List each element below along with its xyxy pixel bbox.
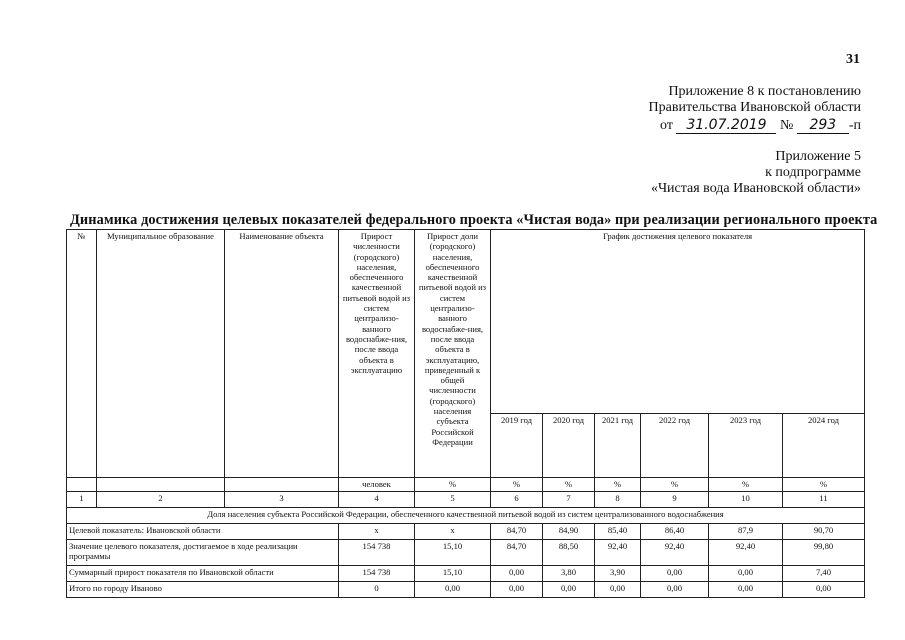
- cell-population: 154 738: [339, 540, 415, 566]
- cell-2021: 0,00: [595, 582, 641, 598]
- cell-2022: 92,40: [641, 540, 709, 566]
- row-label: Значение целевого показателя, достигаемое в ходе реализации программы: [67, 540, 339, 566]
- page-number: 31: [846, 52, 860, 67]
- cell-share: 15,10: [415, 566, 491, 582]
- year-2021: 2021 год: [595, 414, 641, 478]
- appendix-5-line2: к подпрограмме: [765, 165, 861, 180]
- cell-share: x: [415, 524, 491, 540]
- table-row: [67, 524, 865, 540]
- cell-2024: 99,80: [783, 540, 865, 566]
- appendix-8-line2: Правительства Ивановской области: [648, 100, 861, 115]
- appendix-5-header: [651, 149, 861, 197]
- unit-cell: %: [491, 478, 543, 492]
- cell-2019: 0,00: [491, 582, 543, 598]
- col-number: 6: [491, 492, 543, 508]
- unit-cell: человек: [339, 478, 415, 492]
- cell-2022: 0,00: [641, 582, 709, 598]
- row-label: Итого по городу Иваново: [67, 582, 339, 598]
- header-row: [67, 230, 865, 414]
- col-number: 4: [339, 492, 415, 508]
- cell-2020: 0,00: [543, 582, 595, 598]
- cell-2020: 88,50: [543, 540, 595, 566]
- handwritten-number: 293: [797, 117, 849, 134]
- units-row: [67, 478, 865, 492]
- header-object-name: Наименование объекта: [225, 230, 339, 478]
- cell-2021: 92,40: [595, 540, 641, 566]
- number-suffix: -п: [848, 118, 861, 133]
- appendix-5-line1: Приложение 5: [775, 149, 861, 164]
- unit-cell: %: [415, 478, 491, 492]
- table-row: [67, 566, 865, 582]
- cell-2023: 87,9: [709, 524, 783, 540]
- document-title: Динамика достижения целевых показателей федерального проекта «Чистая вода» при реализации регионального проекта: [70, 212, 878, 228]
- table-row: [67, 582, 865, 598]
- col-number: 7: [543, 492, 595, 508]
- table-row: [67, 540, 865, 566]
- cell-2023: 0,00: [709, 582, 783, 598]
- cell-population: 154 738: [339, 566, 415, 582]
- col-number: 2: [97, 492, 225, 508]
- appendix-8-header: [649, 84, 861, 134]
- appendix-5-line3: «Чистая вода Ивановской области»: [650, 181, 861, 196]
- cell-2019: 0,00: [491, 566, 543, 582]
- cell-2020: 3,80: [543, 566, 595, 582]
- cell-2019: 84,70: [491, 540, 543, 566]
- header-municipality: Муниципальное образование: [97, 230, 225, 478]
- number-prefix: №: [779, 118, 794, 133]
- col-number: 9: [641, 492, 709, 508]
- header-growth-share: Прирост доли (городского) населения, обеспеченного качественной питьевой водой из систем централизо-ванного водоснабже-ния, после ввода объекта в эксплуатацию, приведенный к общей численности (городского) населения субъекта Российской Федерации: [415, 230, 491, 478]
- appendix-8-date-line: [660, 117, 861, 134]
- section-title: Доля населения субъекта Российской Федерации, обеспеченного качественной питьевой водой из систем централизованного водоснабжения: [67, 508, 865, 524]
- cell-2024: 90,70: [783, 524, 865, 540]
- date-prefix: от: [660, 118, 673, 133]
- cell-2021: 3,90: [595, 566, 641, 582]
- year-2020: 2020 год: [543, 414, 595, 478]
- cell-share: 15,10: [415, 540, 491, 566]
- unit-cell: %: [709, 478, 783, 492]
- unit-cell: %: [783, 478, 865, 492]
- unit-cell: %: [641, 478, 709, 492]
- year-2019: 2019 год: [491, 414, 543, 478]
- column-numbers-row: [67, 492, 865, 508]
- unit-cell: %: [543, 478, 595, 492]
- indicators-table: [66, 229, 865, 598]
- cell-2020: 84,90: [543, 524, 595, 540]
- header-num: №: [67, 230, 97, 478]
- row-label: Целевой показатель: Ивановской области: [67, 524, 339, 540]
- col-number: 8: [595, 492, 641, 508]
- handwritten-date: 31.07.2019: [676, 117, 776, 134]
- cell-population: x: [339, 524, 415, 540]
- cell-population: 0: [339, 582, 415, 598]
- cell-2024: 7,40: [783, 566, 865, 582]
- col-number: 3: [225, 492, 339, 508]
- year-2022: 2022 год: [641, 414, 709, 478]
- col-number: 11: [783, 492, 865, 508]
- cell-2023: 0,00: [709, 566, 783, 582]
- year-2023: 2023 год: [709, 414, 783, 478]
- cell-2022: 86,40: [641, 524, 709, 540]
- col-number: 10: [709, 492, 783, 508]
- col-number: 5: [415, 492, 491, 508]
- row-label: Суммарный прирост показателя по Ивановской области: [67, 566, 339, 582]
- cell-2022: 0,00: [641, 566, 709, 582]
- header-schedule: График достижения целевого показателя: [491, 230, 865, 414]
- cell-2021: 85,40: [595, 524, 641, 540]
- cell-share: 0,00: [415, 582, 491, 598]
- cell-2019: 84,70: [491, 524, 543, 540]
- appendix-8-line1: Приложение 8 к постановлению: [668, 84, 861, 99]
- section-row: [67, 508, 865, 524]
- cell-2024: 0,00: [783, 582, 865, 598]
- header-growth-population: Прирост численности (городского) населения, обеспеченного качественной питьевой водой из систем централизо-ванного водоснабже-ния, после ввода объекта в эксплуатацию: [339, 230, 415, 478]
- year-2024: 2024 год: [783, 414, 865, 478]
- col-number: 1: [67, 492, 97, 508]
- unit-cell: %: [595, 478, 641, 492]
- cell-2023: 92,40: [709, 540, 783, 566]
